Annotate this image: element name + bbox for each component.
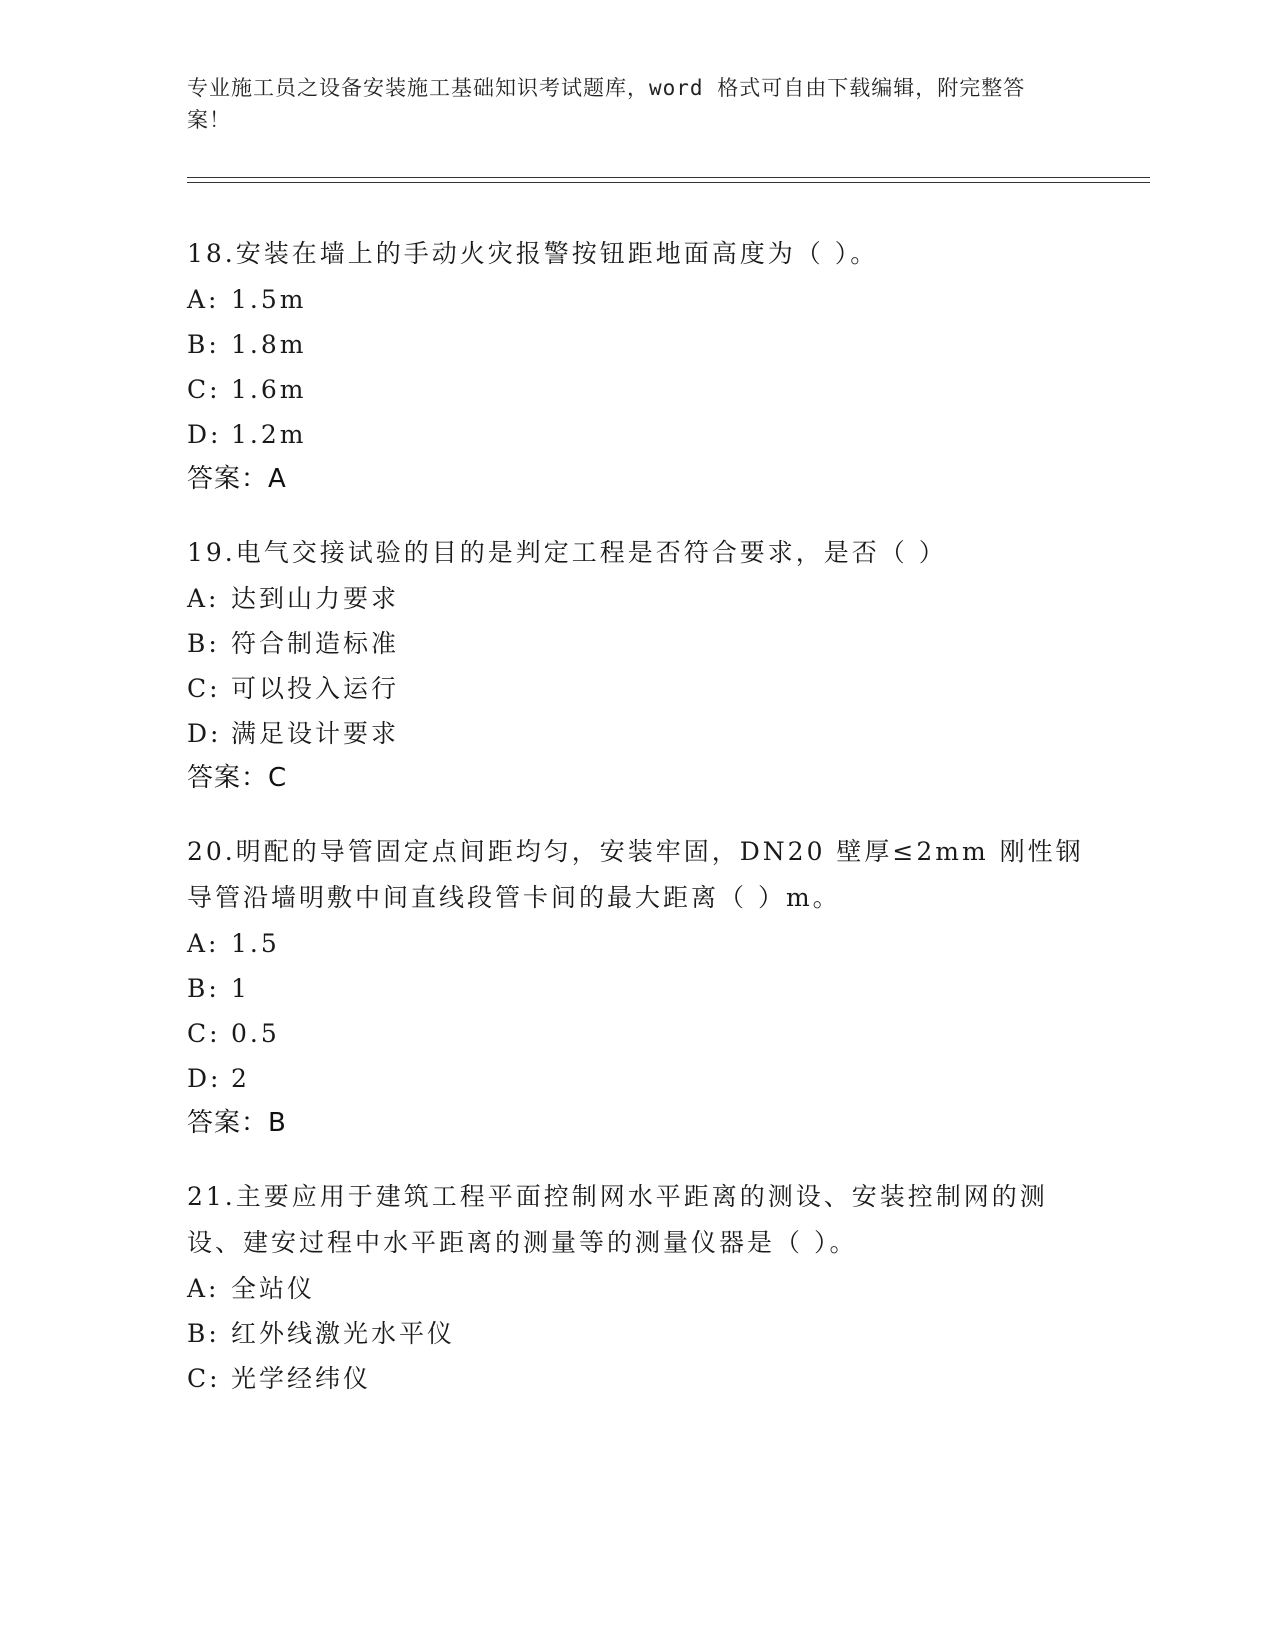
question-stem: 19.电气交接试验的目的是判定工程是否符合要求，是否（ ）	[187, 538, 947, 567]
option-text: 1	[231, 974, 250, 1003]
question-stem: 20.明配的导管固定点间距均匀，安装牢固，DN20 壁厚≤2mm 刚性钢导管沿墙明敷中间直线段管卡间的最大距离（ ）m。	[187, 837, 1084, 912]
option-text: 光学经纬仪	[231, 1364, 372, 1393]
option-key: A:	[187, 929, 220, 958]
option-text: 0.5	[231, 1019, 280, 1048]
option-key: B:	[187, 330, 220, 359]
option-text: 1.2m	[231, 420, 307, 449]
question-20	[187, 829, 1087, 1146]
option-c	[187, 1356, 1087, 1401]
option-text: 满足设计要求	[231, 719, 400, 748]
question-stem: 21.主要应用于建筑工程平面控制网水平距离的测设、安装控制网的测设、建安过程中水平距离的测量等的测量仪器是（ ）。	[187, 1182, 1048, 1257]
option-key: B:	[187, 974, 220, 1003]
option-text: 红外线激光水平仪	[231, 1319, 456, 1348]
option-text: 2	[231, 1064, 250, 1093]
option-key: A:	[187, 285, 220, 314]
option-a	[187, 576, 1087, 621]
option-key: B:	[187, 1319, 220, 1348]
option-key: D:	[187, 420, 222, 449]
answer-label: 答案：A	[187, 464, 287, 494]
option-key: A:	[187, 584, 220, 613]
option-c	[187, 1011, 1087, 1056]
option-key: C:	[187, 1019, 221, 1048]
option-key: D:	[187, 1064, 222, 1093]
option-text: 可以投入运行	[231, 674, 400, 703]
option-a	[187, 921, 1087, 966]
option-c	[187, 666, 1087, 711]
question-stem: 18.安装在墙上的手动火灾报警按钮距地面高度为（ ）。	[187, 239, 879, 268]
option-text: 1.5	[231, 929, 280, 958]
header-text: 专业施工员之设备安装施工基础知识考试题库，word 格式可自由下载编辑，附完整答案！	[187, 76, 1026, 132]
option-text: 1.6m	[231, 375, 307, 404]
question-19	[187, 530, 1087, 801]
option-text: 全站仪	[231, 1274, 316, 1303]
option-a	[187, 1266, 1087, 1311]
option-key: C:	[187, 674, 221, 703]
question-list	[187, 231, 1087, 1429]
option-text: 符合制造标准	[231, 629, 400, 658]
answer-label: 答案：C	[187, 763, 288, 793]
option-d	[187, 711, 1087, 756]
option-key: D:	[187, 719, 222, 748]
option-key: C:	[187, 375, 221, 404]
option-text: 1.5m	[231, 285, 307, 314]
option-key: A:	[187, 1274, 220, 1303]
option-b	[187, 322, 1087, 367]
option-b	[187, 1311, 1087, 1356]
option-d	[187, 1056, 1087, 1101]
option-a	[187, 277, 1087, 322]
option-key: B:	[187, 629, 220, 658]
option-b	[187, 966, 1087, 1011]
header-divider-bottom	[187, 182, 1150, 183]
question-18	[187, 231, 1087, 502]
question-21	[187, 1174, 1087, 1401]
answer-label: 答案：B	[187, 1108, 287, 1138]
option-b	[187, 621, 1087, 666]
option-key: C:	[187, 1364, 221, 1393]
option-c	[187, 367, 1087, 412]
option-d	[187, 412, 1087, 457]
option-text: 1.8m	[231, 330, 307, 359]
header-divider-top	[187, 177, 1150, 178]
option-text: 达到山力要求	[231, 584, 400, 613]
